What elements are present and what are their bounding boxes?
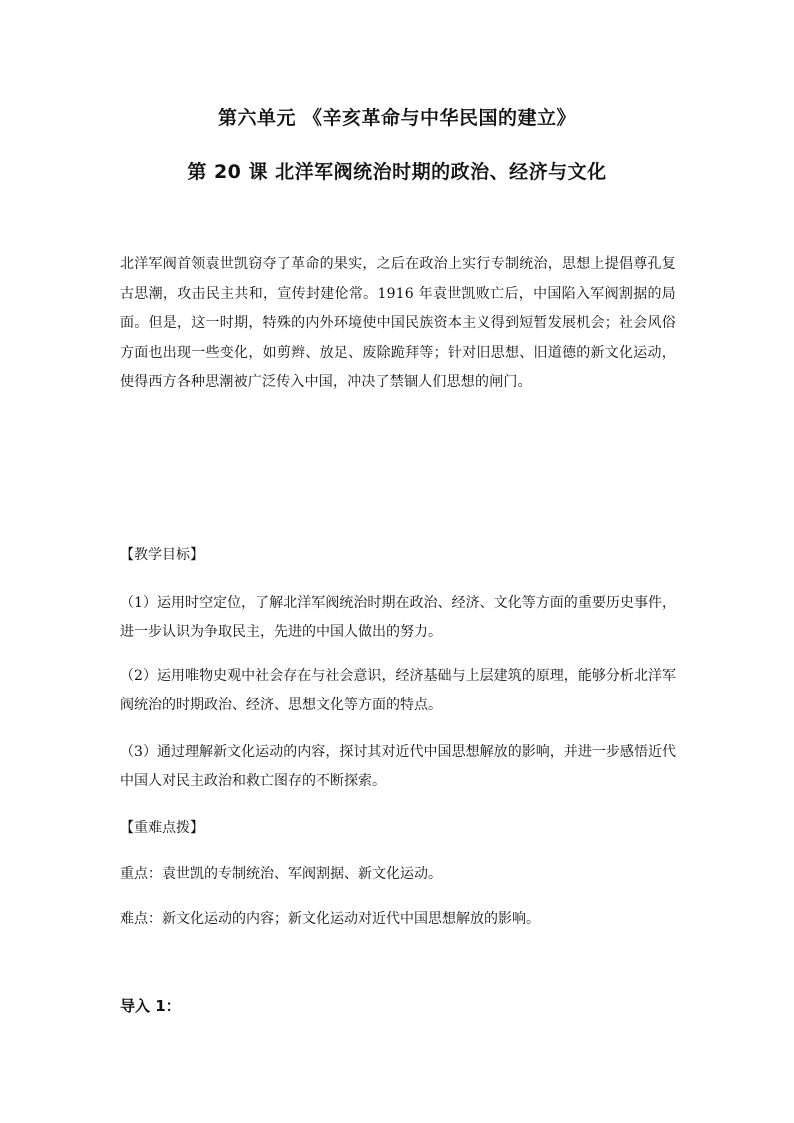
key-difficulty-heading: 【重难点拨】 xyxy=(120,820,204,836)
teaching-goal-3: （3）通过理解新文化运动的内容，探讨其对近代中国思想解放的影响，并进一步感悟近代中国人对民主政治和救亡图存的不断探索。 xyxy=(120,744,676,789)
intro-paragraph: 北洋军阀首领袁世凯窃夺了革命的果实，之后在政治上实行专制统治，思想上提倡尊孔复古思潮，攻击民主共和，宣传封建伦常。1916 年袁世凯败亡后，中国陷入军阀割据的局面。但是，这一时期，特殊的内外环境使中国民族资本主义得到短暂发展机会；社会风俗方面也出现一些变化，如剪辫、放足、废除跪拜等；针对旧思想、旧道德的新文化运动，使得西方各种思潮被广泛传入中国，冲决了禁锢人们思想的闸门。 xyxy=(120,256,676,391)
key-point: 重点：袁世凯的专制统治、军阀割据、新文化运动。 xyxy=(120,866,442,882)
lesson-title: 第 20 课 北洋军阀统治时期的政治、经济与文化 xyxy=(187,161,607,183)
teaching-goals-heading: 【教学目标】 xyxy=(120,547,204,563)
difficulty-point: 难点：新文化运动的内容；新文化运动对近代中国思想解放的影响。 xyxy=(120,911,540,927)
teaching-goal-2: （2）运用唯物史观中社会存在与社会意识，经济基础与上层建筑的原理，能够分析北洋军阀统治的时期政治、经济、思想文化等方面的特点。 xyxy=(120,668,676,713)
unit-title: 第六单元 《辛亥革命与中华民国的建立》 xyxy=(217,107,577,129)
teaching-goal-1: （1）运用时空定位，了解北洋军阀统治时期在政治、经济、文化等方面的重要历史事件，进一步认识为争取民主，先进的中国人做出的努力。 xyxy=(120,595,676,640)
lead-in-label: 导入 1： xyxy=(120,997,181,1015)
